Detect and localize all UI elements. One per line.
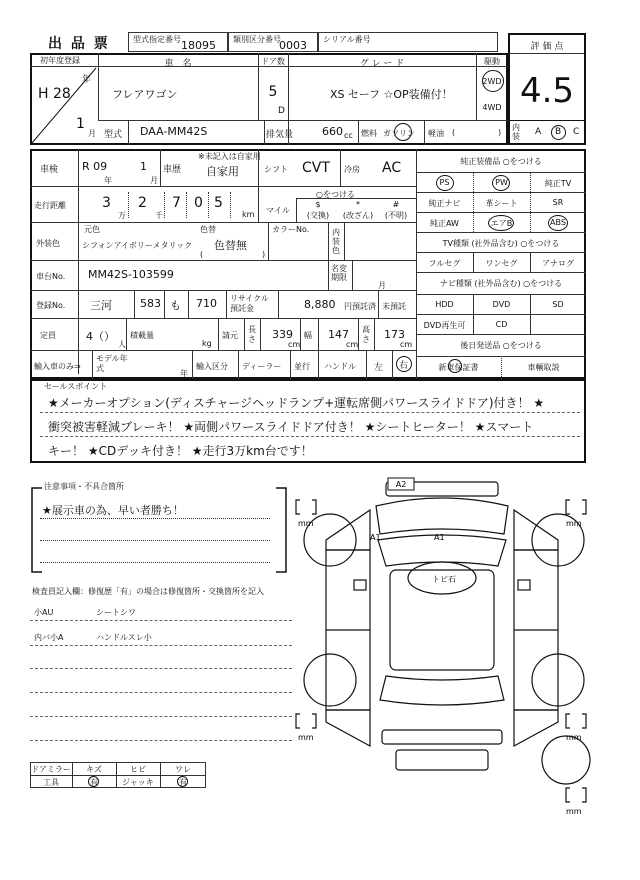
model-label: 型式 [104, 130, 123, 140]
color-change: 色替無 [214, 239, 247, 252]
mark-a2: A2 [395, 480, 407, 489]
odometer-label: 走行距離 [34, 201, 66, 210]
import-class-label: 輸入区分 [196, 362, 228, 371]
recycle-amount: 8,880 [304, 298, 336, 311]
odometer-digit-2: 2 [138, 195, 147, 211]
handle-right: 右 [399, 361, 409, 371]
first-reg-month: 1 [76, 116, 85, 132]
car-diagram [286, 470, 606, 820]
chassis-number: MM42S-103599 [88, 268, 174, 281]
import-parallel: 並行 [294, 362, 310, 371]
interior-b: B [555, 127, 562, 137]
first-reg-month-unit: 月 [88, 129, 96, 138]
chassis-label: 車台No. [36, 272, 66, 281]
width-label: 幅 [304, 331, 312, 340]
sales-line-3: キー！ ★CDデッキ付き！ ★走行3万km台です！ [48, 444, 313, 458]
sheet-title: 出 品 票 [48, 36, 110, 52]
odometer-digit-5: 5 [214, 195, 223, 211]
capacity-unit: 人 [118, 340, 126, 349]
handle-label: ハンドル [324, 362, 356, 371]
class-label: 類別区分番号 [233, 35, 281, 44]
color-no-label: カラーNo. [272, 225, 310, 234]
shift-label: シフト [264, 165, 288, 174]
equip-aw: 純正AW [430, 219, 459, 228]
mark-stone: トビ石 [432, 575, 456, 584]
recycle-paid: 円預託済 [344, 302, 376, 311]
fuel-circle-mark [394, 123, 412, 141]
height-label: 高さ [362, 325, 370, 344]
load-unit: kg [202, 339, 212, 348]
nav-header: ナビ種類 (社外品含む) ○をつける [439, 279, 563, 288]
grade-value: XS セーフ ☆OP装備付！ [330, 88, 453, 101]
first-reg-year-unit: 年 [82, 75, 92, 85]
tv-oneseg: ワンセグ [485, 259, 518, 268]
equip-ps: PS [439, 178, 450, 187]
width-unit: cm [346, 340, 359, 349]
nav-dvd-play: DVD再生可 [423, 321, 466, 330]
inspector-line2-a: 内バ小A [34, 633, 64, 642]
rear-bumper [382, 730, 502, 744]
circle-note: ○をつける [316, 190, 355, 199]
legend-mirror: ドアミラー [31, 765, 71, 774]
legend-tools: 工具 [43, 778, 59, 787]
type-cert-number: 18095 [181, 39, 216, 52]
handle-left: 左 [374, 363, 384, 373]
length-label: 長さ [248, 325, 256, 344]
inspection-label: 車検 [40, 165, 59, 175]
equip-pw-circle [492, 175, 510, 191]
mm-front-left: mm [298, 519, 314, 528]
equip-abs-circle [548, 215, 568, 231]
tamper-label: (改ざん) [342, 211, 374, 220]
inspector-label: 検査員記入欄：修復歴「有」の場合は修復箇所・交換箇所を記入 [32, 587, 264, 596]
model-year-label: モデル年式 [96, 354, 128, 373]
rear-window [380, 676, 504, 705]
odometer-digit-1: 3 [102, 195, 111, 211]
equip-leather: 革シート [485, 199, 518, 208]
score-value: 4.5 [519, 71, 575, 111]
class-number: 0003 [279, 39, 307, 52]
mm-rear-left: mm [298, 733, 314, 742]
equip-sr: SR [552, 198, 564, 207]
car-name: フレアワゴン [112, 88, 178, 101]
odometer-km: km [242, 210, 255, 219]
displacement-label: 排気量 [266, 130, 294, 140]
unknown-symbol: # [392, 200, 400, 209]
inspector-line1-a: 小AU [34, 608, 54, 617]
nav-sd: SD [552, 300, 564, 309]
inspection-month-unit: 月 [150, 176, 158, 185]
shift-value: CVT [302, 160, 330, 176]
legend-scratch: キズ [86, 765, 102, 774]
inspector-line2-b: ハンドルスレ小 [96, 633, 152, 642]
tv-analog: アナログ [542, 259, 574, 268]
exchange-label: (交換) [306, 211, 330, 220]
ac-label: 冷房 [344, 165, 360, 174]
doors-value: 5 [268, 84, 278, 100]
mm-rear-right: mm [566, 733, 582, 742]
inspection-month: 1 [140, 160, 147, 173]
interior-a: A [535, 127, 542, 137]
history-note: ※未記入は自家用 [198, 152, 261, 161]
history-value: 自家用 [206, 165, 239, 178]
equip-navi: 純正ナビ [428, 199, 461, 208]
model-value: DAA-MM42S [140, 125, 208, 138]
exchange-symbol: $ [315, 200, 321, 209]
doors-d: D [278, 106, 285, 116]
equip-airbag: エアB [490, 219, 513, 228]
tv-fullseg: フルセグ [428, 259, 461, 268]
load-label: 積載量 [130, 331, 154, 340]
spare-wheel [542, 736, 590, 784]
sales-line-2: 衝突被害軽減ブレーキ！ ★両側パワースライドドア付き！ ★シートヒーター！ ★スマート [48, 420, 534, 434]
inspector-line1-b: シートシワ [96, 608, 136, 617]
original-color: シフォンアイボリーメタリック [82, 241, 193, 250]
plate-kana: も [170, 299, 181, 312]
notes-text: ★展示車の為、早い者勝ち！ [42, 504, 184, 517]
interior-color-label: 内装色 [332, 228, 340, 255]
fuel-diesel: 軽油 [428, 129, 444, 138]
equip-tv: 純正TV [544, 179, 572, 188]
doors-label: ドア数 [261, 57, 285, 66]
nav-cd: CD [495, 320, 508, 329]
sales-label: セールスポイント [44, 382, 108, 391]
exterior-label: 外装色 [36, 239, 60, 248]
drive-4wd: 4WD [482, 103, 502, 112]
legend-jack: ジャッキ [122, 778, 154, 787]
import-dealer: ディーラー [242, 362, 282, 371]
plate-region: 三河 [90, 299, 112, 312]
mm-front-right: mm [566, 519, 582, 528]
first-reg-label: 初年度登録 [40, 56, 80, 65]
height-value: 173 [384, 328, 405, 341]
first-reg-year: H 28 [38, 86, 71, 102]
later-manual: 車輌取説 [527, 363, 560, 372]
fuel-gasoline: ガソリン [383, 129, 415, 138]
width-value: 147 [328, 328, 349, 341]
roof [390, 570, 494, 670]
equip-airbag-circle [488, 215, 514, 231]
plate-class: 583 [140, 297, 161, 310]
color-change-label: 色替 [200, 225, 216, 234]
mile-label: マイル [266, 206, 290, 215]
odometer-sen: 千 [155, 211, 163, 220]
recycle-unpaid: 未預託 [382, 302, 406, 311]
serial-cell [318, 32, 498, 52]
later-warranty-circle [448, 359, 462, 373]
unknown-label: (不明) [384, 211, 408, 220]
mm-spare: mm [566, 807, 582, 816]
ac-value: AC [382, 160, 402, 176]
plate-label: 登録No. [36, 301, 66, 310]
later-warranty: 新車保証書 [438, 363, 479, 372]
name-change-label: 名変期限 [331, 264, 347, 282]
legend-tools-value: 有 [90, 778, 98, 787]
capacity-label: 定員 [40, 331, 56, 340]
fuel-label: 燃料 [361, 129, 377, 138]
interior-c: C [573, 127, 580, 137]
original-color-label: 元色 [84, 225, 100, 234]
equip-pw: PW [495, 178, 508, 187]
equipment-header: 純正装備品 ○をつける [460, 157, 542, 166]
import-label: 輸入車のみ⇒ [34, 362, 81, 371]
legend-jack-value: 有 [179, 778, 187, 787]
notes-label: 注意事項・不具合箇所 [44, 482, 124, 491]
odometer-man: 万 [118, 211, 126, 220]
hood [376, 498, 508, 534]
serial-label: シリアル番号 [323, 35, 371, 44]
tv-header: TV種類 (社外品含む) ○をつける [442, 239, 560, 248]
plate-number: 710 [196, 297, 217, 310]
score-label: 評 価 点 [530, 42, 564, 52]
odometer-digit-4: 0 [194, 195, 203, 211]
equip-ps-circle [436, 175, 454, 191]
drive-label: 駆動 [484, 57, 500, 66]
nav-dvd: DVD [492, 300, 511, 309]
ukeoi-label: 請元 [222, 331, 238, 340]
displacement-unit: cc [344, 131, 353, 140]
inspection-year-unit: 年 [104, 176, 112, 185]
grade-label: グ レ ー ド [359, 59, 405, 69]
length-unit: cm [288, 340, 301, 349]
equip-abs: ABS [550, 218, 566, 227]
height-unit: cm [400, 340, 413, 349]
tamper-symbol: * [356, 200, 360, 209]
drive-2wd: 2WD [482, 77, 502, 86]
odometer-digit-3: 7 [172, 195, 181, 211]
class-cell [228, 32, 318, 52]
car-name-label: 車 名 [164, 59, 192, 69]
sales-line-1: ★メーカーオプション(ディスチャージヘッドランプ+運転席側パワースライドドア)付き！ ★ [48, 396, 545, 410]
type-cert-cell [128, 32, 228, 52]
legend-crack: ヒビ [130, 765, 146, 774]
history-label: 車歴 [163, 165, 182, 175]
legend-break: ワレ [175, 765, 191, 774]
displacement-value: 660 [322, 125, 343, 138]
name-change-month: 月 [378, 281, 386, 290]
model-year-unit: 年 [180, 369, 188, 378]
interior-label: 内装 [512, 123, 520, 141]
nav-hdd: HDD [435, 300, 454, 309]
interior-grade-box [508, 120, 586, 145]
mark-a1-right: A1 [434, 533, 445, 542]
length-value: 339 [272, 328, 293, 341]
inspection-year: R 09 [82, 160, 108, 173]
recycle-label: リサイクル預託金 [230, 294, 269, 313]
capacity-value: 4（） [86, 330, 115, 343]
mark-a1-left: A1 [370, 533, 381, 542]
later-header: 後日発送品 ○をつける [460, 341, 542, 350]
wheel-rear-left [304, 654, 356, 706]
type-cert-label: 型式指定番号 [133, 35, 181, 44]
